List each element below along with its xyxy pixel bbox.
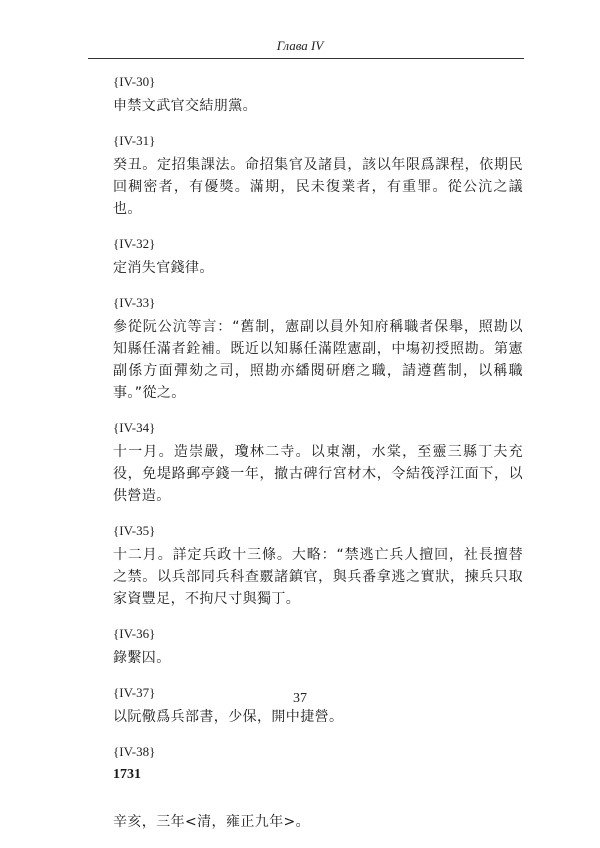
entry — [113, 235, 523, 279]
entry — [113, 294, 523, 404]
entry — [113, 132, 523, 220]
entry-text: 錄繫囚。 — [113, 650, 171, 666]
page-number: 37 — [293, 691, 307, 706]
entry — [113, 419, 523, 507]
entry-text: 辛亥，三年<清，雍正九年>。 — [113, 814, 311, 830]
entry-text: 定消失官錢律。 — [113, 260, 214, 276]
entry-text: 十二月。詳定兵政十三條。大略：“禁逃亡兵人擅回，社長擅替之禁。以兵部同兵科查覈諸鎮官，與兵番拿逃之實狀，揀兵只取家資豐足，不拘尺寸與獨丁。 — [113, 547, 523, 607]
entry-text: 癸丑。定招集課法。命招集官及諸員，該以年限爲課程，依期民回稠密者，有優獎。滿期，民未復業者，有重罪。從公沆之議也。 — [113, 157, 523, 217]
page-body — [113, 73, 523, 848]
entry — [113, 625, 523, 669]
final-entry — [113, 743, 523, 833]
entry — [113, 522, 523, 610]
entry-id: {IV-33} — [113, 295, 156, 310]
entry-text: 十一月。造崇嚴，瓊林二寺。以東潮，水棠，至靈三縣丁夫充役，免堤路郵亭錢一年，撤古碑行宮材木，令結筏浮江面下，以供營造。 — [113, 444, 523, 504]
entry-text: 申禁文武官交結朋黨。 — [113, 98, 257, 114]
entry-id: {IV-36} — [113, 626, 156, 641]
entry-id: {IV-38} — [113, 744, 156, 759]
running-header: Глава IV — [276, 38, 324, 53]
entry-text: 以阮儆爲兵部書，少保，開中捷營。 — [113, 709, 344, 725]
entry-id: {IV-37} — [113, 685, 156, 700]
entry-id: {IV-30} — [113, 74, 156, 89]
entry-text: 參從阮公沆等言：“舊制，憲副以員外知府稱職者保舉，照勘以知縣任滿者銓補。既近以知縣任滿陞憲副，中塲初授照勘。第憲副係方面彈劾之司，照勘亦繙閱研磨之職，請遵舊制，以稱職事。”從之。 — [113, 319, 523, 401]
year-heading: 1731 — [113, 767, 141, 782]
entry-id: {IV-34} — [113, 420, 156, 435]
entry-id: {IV-35} — [113, 523, 156, 538]
entry-id: {IV-32} — [113, 236, 156, 251]
header-rule — [88, 58, 524, 59]
entry-id: {IV-31} — [113, 133, 156, 148]
entry — [113, 73, 523, 117]
